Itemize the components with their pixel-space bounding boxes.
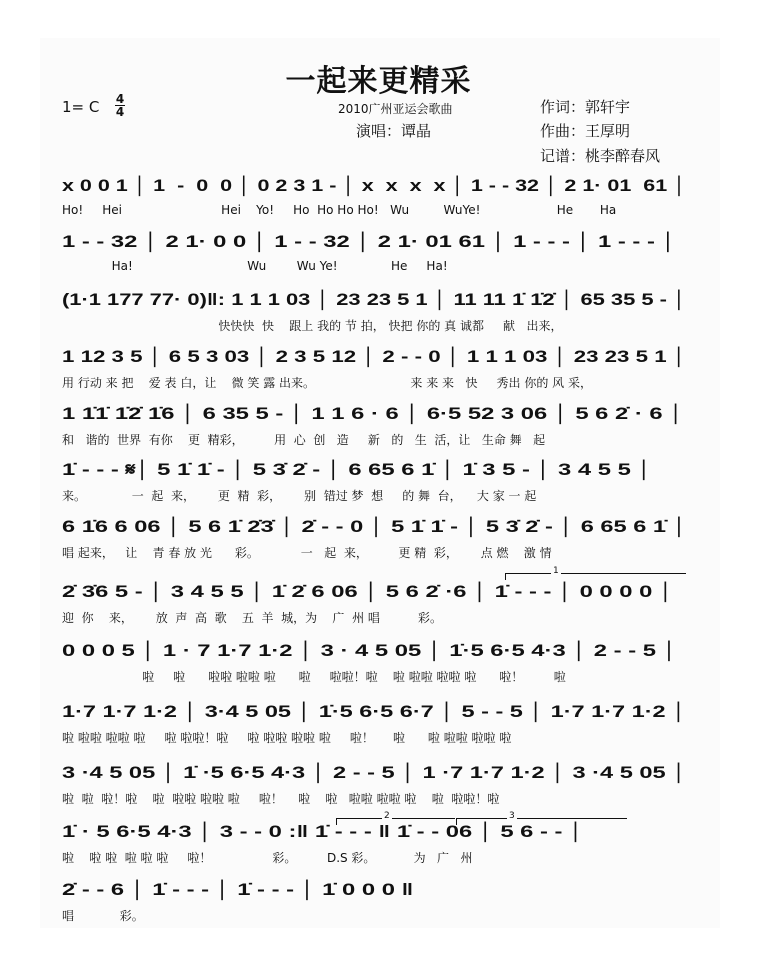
notation-line: 1̇ - - - 𝄋│ 5 1̇ 1̇ - │ 5 3̇ 2̇ - │ 6 65 6 1̇ │ 1̇ 3 5 - │ 3 4 5 5 │ xyxy=(62,460,653,479)
score-line xyxy=(62,460,692,510)
score-line xyxy=(62,404,692,454)
score-line xyxy=(62,176,692,226)
notation-line: 1·7 1·7 1·2 │ 3·4 5 05 │ 1̇·5 6·5 6·7 │ 5 - - 5 │ 1·7 1·7 1·2 │ xyxy=(62,702,687,721)
score-line xyxy=(62,290,692,340)
transcriber: 记谱：桃李醉春风 xyxy=(540,147,661,165)
lyrics-line: 和 谐的 世界 有你 更 精彩， 用 心 创 造 新 的 生 活，让 生命 舞 起 xyxy=(62,433,546,447)
subtitle: 2010广州亚运会歌曲 xyxy=(338,102,453,116)
time-signature xyxy=(115,93,125,118)
time-signature-top: 4 xyxy=(115,92,125,106)
notation-line: 1 1̇1̇ 1̇2̇ 1̇6 │ 6 35 5 - │ 1 1 6 · 6 │ 6·5 52 3 06 │ 5 6 2̇ · 6 │ xyxy=(62,404,685,423)
volta-bracket xyxy=(505,566,686,580)
lyrics-line: 啦 啦啦 啦啦 啦 啦 啦啦！啦 啦 啦啦 啦啦 啦 啦！ 啦 啦 啦啦 啦啦 啦 xyxy=(62,731,512,745)
lyricist: 作词：郭轩宇 xyxy=(540,98,631,116)
score-line xyxy=(62,880,692,930)
lyrics-line: 快快快 快 跟上 我的 节 拍， 快把 你的 真 诚都 献 出来， xyxy=(62,319,563,333)
singer: 演唱：谭晶 xyxy=(356,122,432,140)
score-line xyxy=(62,517,692,567)
score-line xyxy=(62,347,692,397)
notation-line: 0 0 0 5 │ 1 · 7 1·7 1·2 │ 3 · 4 5 05 │ 1̇·5 6·5 4·3 │ 2 - - 5 │ xyxy=(62,641,678,660)
lyrics-line: 唱 起来， 让 青 春 放 光 彩。 一 起 来， 更 精 彩， 点 燃 激 情 xyxy=(62,546,552,560)
volta-bracket xyxy=(336,811,455,825)
score-line xyxy=(62,702,692,752)
lyrics-line: 迎 你 来， 放 声 高 歌 五 羊 城，为 广 州 唱 彩。 xyxy=(62,611,443,625)
notation-line: 3 ·4 5 05 │ 1̇ ·5 6·5 4·3 │ 2 - - 5 │ 1 ·7 1·7 1·2 │ 3 ·4 5 05 │ xyxy=(62,763,688,782)
volta-label: 3 xyxy=(509,811,515,821)
lyrics-line: Ho! Hei Hei Yo! Ho Ho Ho Ho! Wu WuYe! He Ha xyxy=(62,203,617,217)
lyrics-line: Ha! Wu Wu Ye! He Ha! xyxy=(62,259,448,273)
notation-line: 2̇ 3̇6 5 - │ 3 4 5 5 │ 1̇ 2̇ 6 06 │ 5 6 2̇ ·6 │ 1̇ - - - │ 0 0 0 0 │ xyxy=(62,582,674,601)
composer: 作曲：王厚明 xyxy=(540,122,631,140)
lyrics-line: 啦 啦 啦 啦 啦 啦 啦！ 彩。 D.S 彩。 为 广 州 xyxy=(62,851,473,865)
volta-label: 1 xyxy=(553,566,559,576)
lyrics-line: 来。 一 起 来， 更 精 彩， 别 错过 梦 想 的 舞 台， 大 家 一 起 xyxy=(62,489,537,503)
score-line xyxy=(62,822,692,872)
score-line xyxy=(62,763,692,813)
notation-line: x 0 0 1 │ 1 - 0 0 │ 0 2 3 1 - │ x x x x │ 1 - - 32 │ 2 1· 01 61 │ xyxy=(62,176,687,195)
lyrics-line: 啦 啦 啦！啦 啦 啦啦 啦啦 啦 啦！ 啦 啦 啦啦 啦啦 啦 啦 啦啦！啦 xyxy=(62,792,500,806)
key-signature: 1= C xyxy=(62,98,100,116)
score-line xyxy=(62,641,692,691)
notation-line: (1·1 177 77· 0)‖: 1 1 1 03 │ 23 23 5 1 │ 11 11 1̇ 1̇2̇ │ 65 35 5 - │ xyxy=(62,290,687,309)
notation-line: 6 1̇6 6 06 │ 5 6 1̇ 2̇3̇ │ 2̇ - - 0 │ 5 1̇ 1̇ - │ 5 3̇ 2̇ - │ 6 65 6 1̇ │ xyxy=(62,517,688,536)
notation-line: 1 - - 32 │ 2 1· 0 0 │ 1 - - 32 │ 2 1· 01 61 │ 1 - - - │ 1 - - - │ xyxy=(62,232,677,251)
lyrics-line: 啦 啦 啦啦 啦啦 啦 啦 啦啦！啦 啦 啦啦 啦啦 啦 啦！ 啦 xyxy=(62,670,566,684)
notation-line: 1̇ · 5 6·5 4·3 │ 3 - - 0 :‖ 1̇ - - - ‖ 1̇ - - 06 │ 5 6 - - │ xyxy=(62,822,584,841)
volta-label: 2 xyxy=(384,811,390,821)
notation-line: 2̇ - - 6 │ 1̇ - - - │ 1̇ - - - │ 1̇ 0 0 0 ‖ xyxy=(62,880,414,899)
lyrics-line: 唱 彩。 xyxy=(62,909,144,923)
score-line xyxy=(62,582,692,632)
notation-line: 1 12 3 5 │ 6 5 3 03 │ 2 3 5 12 │ 2 - - 0 │ 1 1 1 03 │ 23 23 5 1 │ xyxy=(62,347,687,366)
song-title: 一起来更精采 xyxy=(285,64,472,99)
lyrics-line: 用 行动 来 把 爱 表 白，让 微 笑 露 出来。 来 来 来 快 秀出 你的 风 采， xyxy=(62,376,592,390)
volta-bracket xyxy=(456,811,627,825)
time-signature-bottom: 4 xyxy=(115,105,125,119)
score-line xyxy=(62,232,692,282)
